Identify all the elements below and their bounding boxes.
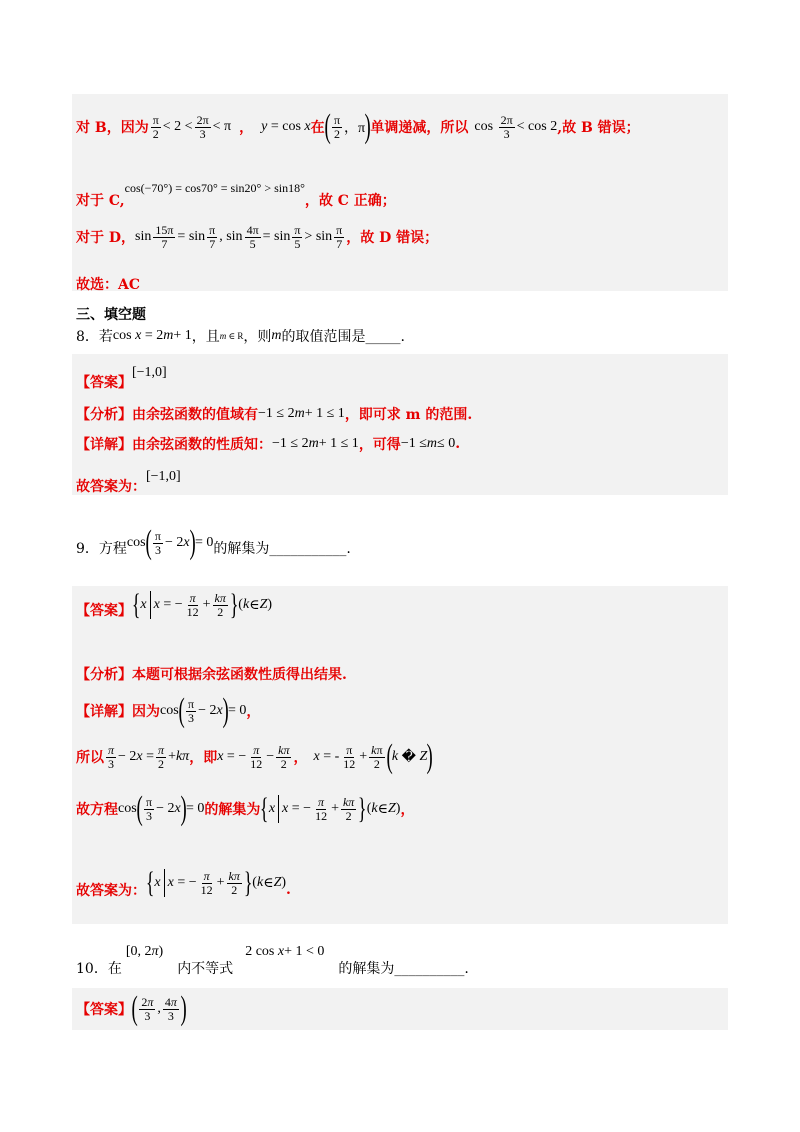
math-q9-s1: π 3 − 2 x = π 2 + kπ [108, 742, 190, 771]
q8-detail-1: 由余弦函数的性质知： [132, 437, 272, 453]
section-title-text: 三、填空题 [76, 307, 146, 323]
math-q9-s3: x = - π 12 + kπ 2 ( k � Z ) [313, 738, 434, 775]
q8-final-line [76, 466, 181, 496]
q8-analysis-line [76, 404, 472, 424]
q8-answer: [−1,0] [132, 365, 167, 380]
q10-tail: 的解集为__________. [338, 961, 469, 977]
answer-tag: 【答案】 [76, 1002, 132, 1018]
q8-final-answer: [−1,0] [146, 469, 181, 484]
period: . [286, 882, 291, 898]
part-d-prefix: 对于 D， [76, 230, 136, 247]
math-q8-eq: cos x = 2 m + 1 [112, 328, 192, 343]
solution-block-q7 [72, 94, 728, 291]
question-8 [76, 326, 405, 346]
q9-so: 所以 [76, 750, 104, 766]
math-q8-m: m [271, 328, 282, 343]
detail-tag: 【详解】 [76, 437, 132, 453]
analysis-tag: 【分析】 [76, 667, 132, 683]
solution-block-q10 [72, 988, 728, 1030]
q10-answer-line [76, 992, 186, 1026]
q9-analysis: 本题可根据余弦函数性质得出结果. [132, 667, 347, 683]
q9-because: 因为 [132, 704, 160, 720]
final-answer-tag: 故答案为： [76, 883, 146, 899]
section-title [76, 304, 146, 324]
math-q8-d2: −1 ≤ m ≤ 0 [400, 436, 456, 451]
math-q9-e1: cos ( π 3 − 2 x ) = 0 [118, 790, 205, 827]
analysis-tag: 【分析】 [76, 407, 132, 423]
part-c-prefix: 对于 C, [76, 193, 125, 209]
q9-tail: 的解集为___________. [213, 541, 351, 557]
q8-analysis-2: ，即可求 m 的范围. [344, 407, 473, 423]
q8-mid1: ，且 [191, 329, 220, 345]
math-q9-final: { x x = − π 12 + kπ 2 } ( k ∈ Z ) [145, 866, 287, 899]
math-b2: y = cos x [261, 119, 311, 134]
choice-text: 故选：AC [76, 277, 141, 293]
math-q9-eq: cos ( π 3 − 2 x ) = 0 [126, 524, 214, 561]
solution-block-q9 [72, 586, 728, 924]
comma: ， [239, 120, 254, 136]
q9-eq-1: 故方程 [76, 802, 118, 818]
q8-detail-2: ，可得 [358, 437, 401, 453]
math-c: cos(−70°) = cos70° = sin20° > sin18° [124, 180, 305, 195]
detail-tag: 【详解】 [76, 704, 132, 720]
math-q8-r: m ∈ R [219, 330, 244, 341]
math-q10-int: [0, 2 π ) [125, 944, 164, 959]
math-b4: cos 2π 3 < cos 2 [474, 112, 558, 141]
comma: ， [246, 704, 261, 720]
final-answer-tag: 故答案为： [76, 479, 146, 495]
q8-analysis-1: 由余弦函数的值域有 [132, 407, 258, 423]
part-b-prefix: 对 B，因为 [76, 120, 149, 136]
comma: ， [293, 750, 308, 766]
q10-mid: 内不等式 [177, 961, 234, 977]
math-q8-d1: −1 ≤ 2 m + 1 ≤ 1 [272, 436, 359, 451]
q9-eq-line [76, 792, 414, 826]
math-q9-answer: { x x = − π 12 + kπ 2 } ( k ∈ Z ) [131, 588, 273, 621]
question-10 [76, 940, 469, 978]
math-q10-ineq: 2 cos x + 1 < 0 [245, 944, 325, 959]
part-d-tail: ，故 D 错误； [346, 230, 439, 247]
q9-eq-2: 的解集为 [204, 802, 261, 818]
q8-tail: 的取值范围是_____. [281, 329, 405, 345]
math-b3: ( π 2 ，π ) [324, 108, 371, 145]
part-b-line [76, 110, 640, 144]
comma: ， [400, 802, 415, 818]
answer-tag: 【答案】 [76, 375, 132, 391]
choice-line [76, 274, 140, 294]
question-9 [76, 526, 351, 560]
q8-detail-3: . [455, 436, 461, 452]
answer-tag: 【答案】 [76, 603, 132, 619]
math-q9-e2: { x x = − π 12 + kπ 2 } ( k ∈ Z ) [260, 792, 401, 825]
in-word: 在 [310, 120, 325, 136]
math-q9-s2: x = − π 12 − kπ 2 [217, 742, 290, 771]
q10-num: 10．在 [76, 961, 122, 977]
math-d: sin 15π 7 = sin π 7 , sin 4π 5 = sin π 5 > sin π 7 [135, 223, 343, 251]
q9-ji: ，即 [189, 750, 218, 766]
math-q8-a: −1 ≤ 2 m + 1 ≤ 1 [258, 406, 345, 421]
q9-analysis-line [76, 664, 347, 684]
q8-detail-line [76, 434, 460, 454]
q9-num: 9．方程 [76, 541, 127, 557]
q8-answer-line [76, 362, 167, 392]
math-b1: π 2 < 2 < 2π 3 < π [152, 112, 232, 141]
q9-so-line [76, 740, 433, 774]
part-d-line [76, 224, 438, 250]
q9-detail-line [76, 694, 260, 728]
q9-answer-line [76, 590, 272, 620]
part-c-tail: ，故 C 正确； [304, 193, 396, 209]
math-q10-answer: ( 2π 3 , 4π 3 ) [131, 990, 187, 1027]
math-q9-d1: cos ( π 3 − 2 x ) = 0 [160, 692, 247, 729]
decr-text: 单调递减，所以 [370, 120, 469, 136]
q9-final-line [76, 866, 291, 900]
q8-mid2: ，则 [243, 329, 272, 345]
part-b-tail: ,故 B 错误； [557, 120, 640, 136]
solution-block-q8 [72, 354, 728, 495]
part-c-line [76, 176, 396, 210]
q8-num: 8．若 [76, 329, 113, 345]
